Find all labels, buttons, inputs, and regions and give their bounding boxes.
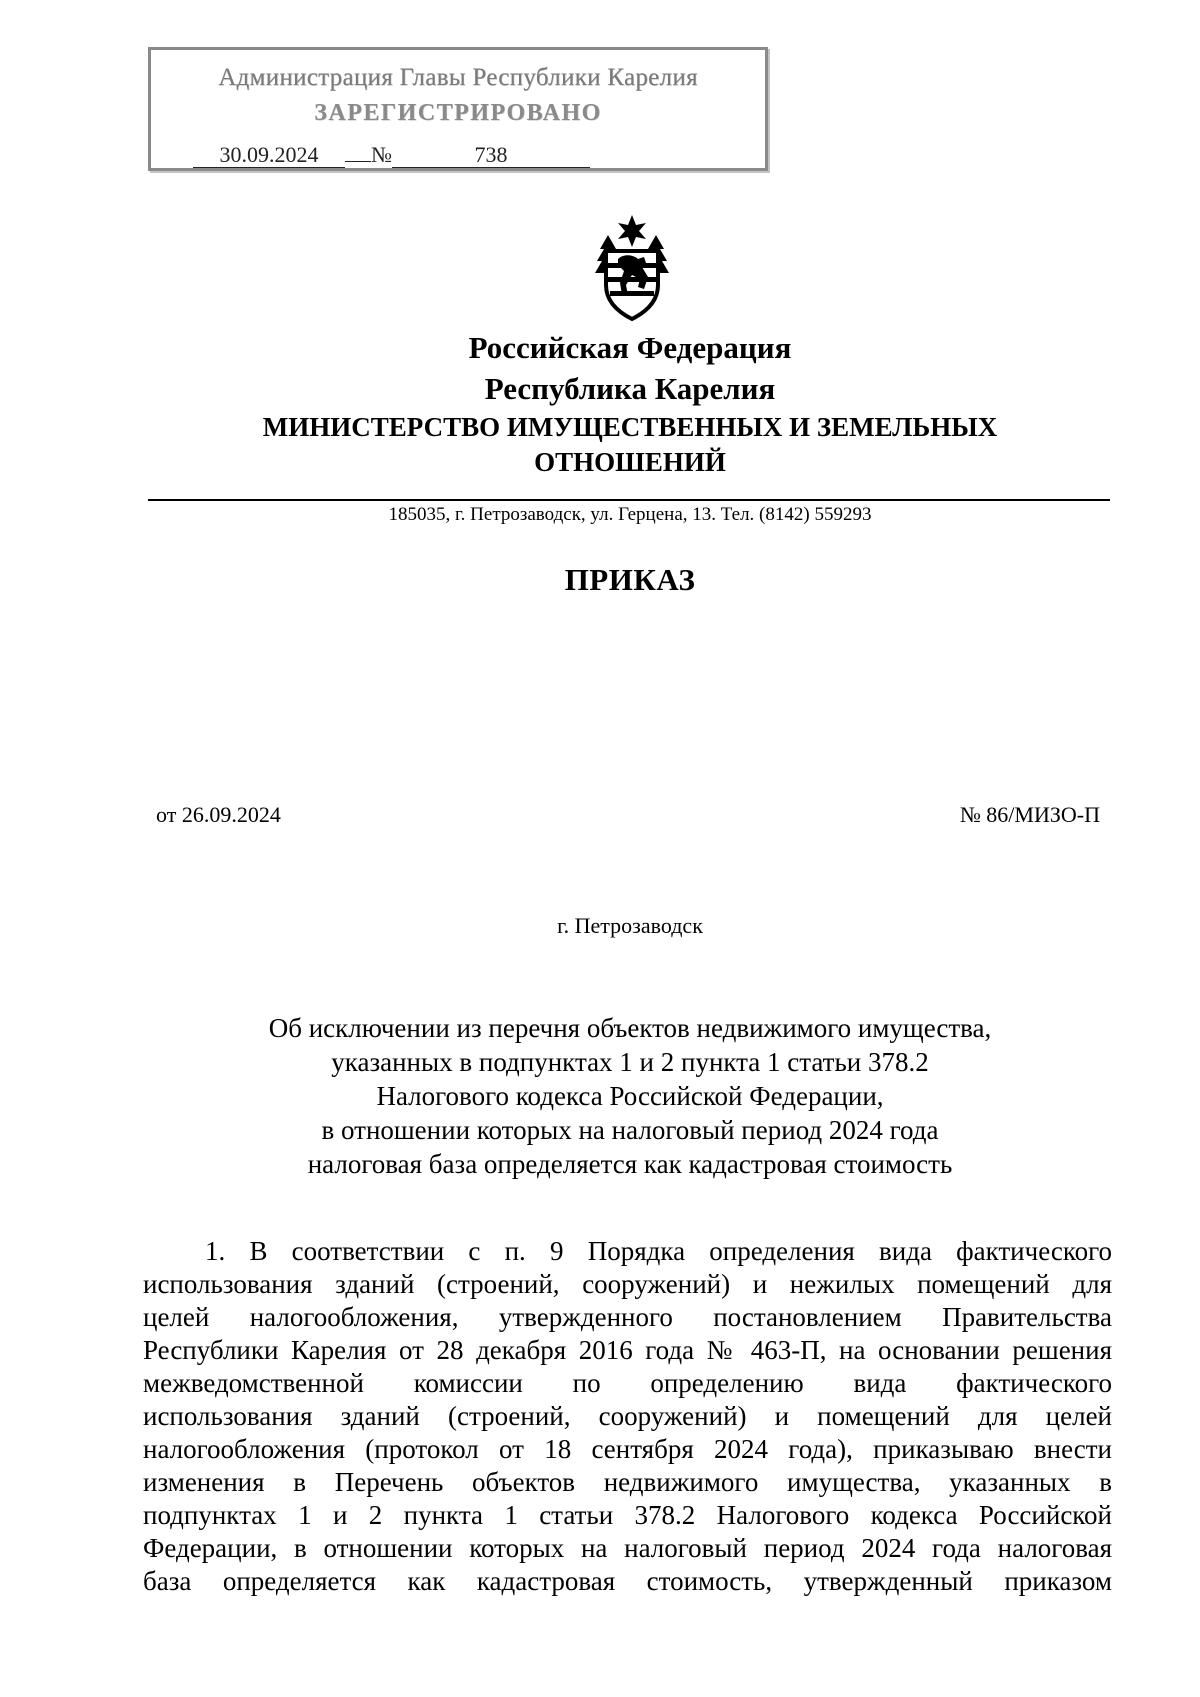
subject-line: налоговая база определяется как кадастровая стоимость [307, 1149, 953, 1179]
stamp-reg-date: 30.09.2024 [193, 143, 345, 168]
header-divider [148, 499, 1110, 501]
subject-line: в отношении которых на налоговый период 2024 года [321, 1115, 939, 1145]
coat-of-arms-icon [588, 213, 676, 323]
body-line: Федерации, в отношении которых на налоговый период 2024 года налоговая [143, 1533, 1112, 1563]
stamp-organization: Администрация Главы Республики Карелия [218, 64, 698, 91]
country-name: Российская Федерация [468, 330, 792, 365]
subject-line: Об исключении из перечня объектов недвижимого имущества, [268, 1013, 992, 1043]
document-type-title: ПРИКАЗ [564, 562, 696, 597]
body-line: 1. В соответствии с п. 9 Порядка определения вида фактического [205, 1236, 1112, 1266]
ministry-name-line1: МИНИСТЕРСТВО ИМУЩЕСТВЕННЫХ И ЗЕМЕЛЬНЫХ [262, 412, 998, 442]
body-line: использования зданий (строений, сооружений) и помещений для целей [143, 1401, 1112, 1431]
body-line: база определяется как кадастровая стоимость, утвержденный приказом [143, 1566, 1112, 1596]
ministry-address: 185035, г. Петрозаводск, ул. Герцена, 13. Тел. (8142) 559293 [388, 504, 872, 525]
body-line: Республики Карелия от 28 декабря 2016 года № 463-П, на основании решения [143, 1335, 1112, 1365]
region-name: Республика Карелия [484, 371, 776, 406]
ministry-name-line2: ОТНОШЕНИЙ [534, 447, 726, 477]
body-line: целей налогообложения, утвержденного постановлением Правительства [143, 1302, 1112, 1332]
body-line: использования зданий (строений, сооружений) и нежилых помещений для [143, 1269, 1112, 1299]
registration-stamp [148, 47, 768, 171]
document-number: № 86/МИЗО-П [959, 802, 1100, 827]
stamp-reg-number: 738 [392, 143, 590, 168]
body-line: изменения в Перечень объектов недвижимого имущества, указанных в [143, 1467, 1112, 1497]
stamp-number-sign: № [371, 142, 392, 167]
subject-line: Налогового кодекса Российской Федерации, [376, 1081, 884, 1111]
document-date: от 26.09.2024 [156, 802, 281, 827]
document-city: г. Петрозаводск [557, 913, 703, 938]
stamp-status: ЗАРЕГИСТРИРОВАНО [314, 100, 602, 126]
subject-line: указанных в подпунктах 1 и 2 пункта 1 статьи 378.2 [331, 1047, 929, 1077]
stamp-registration-line [193, 137, 590, 168]
body-line: налогообложения (протокол от 18 сентября 2024 года), приказываю внести [143, 1434, 1112, 1464]
body-line: подпунктах 1 и 2 пункта 1 статьи 378.2 Налогового кодекса Российской [143, 1500, 1112, 1530]
body-line: межведомственной комиссии по определению вида фактического [143, 1368, 1112, 1398]
